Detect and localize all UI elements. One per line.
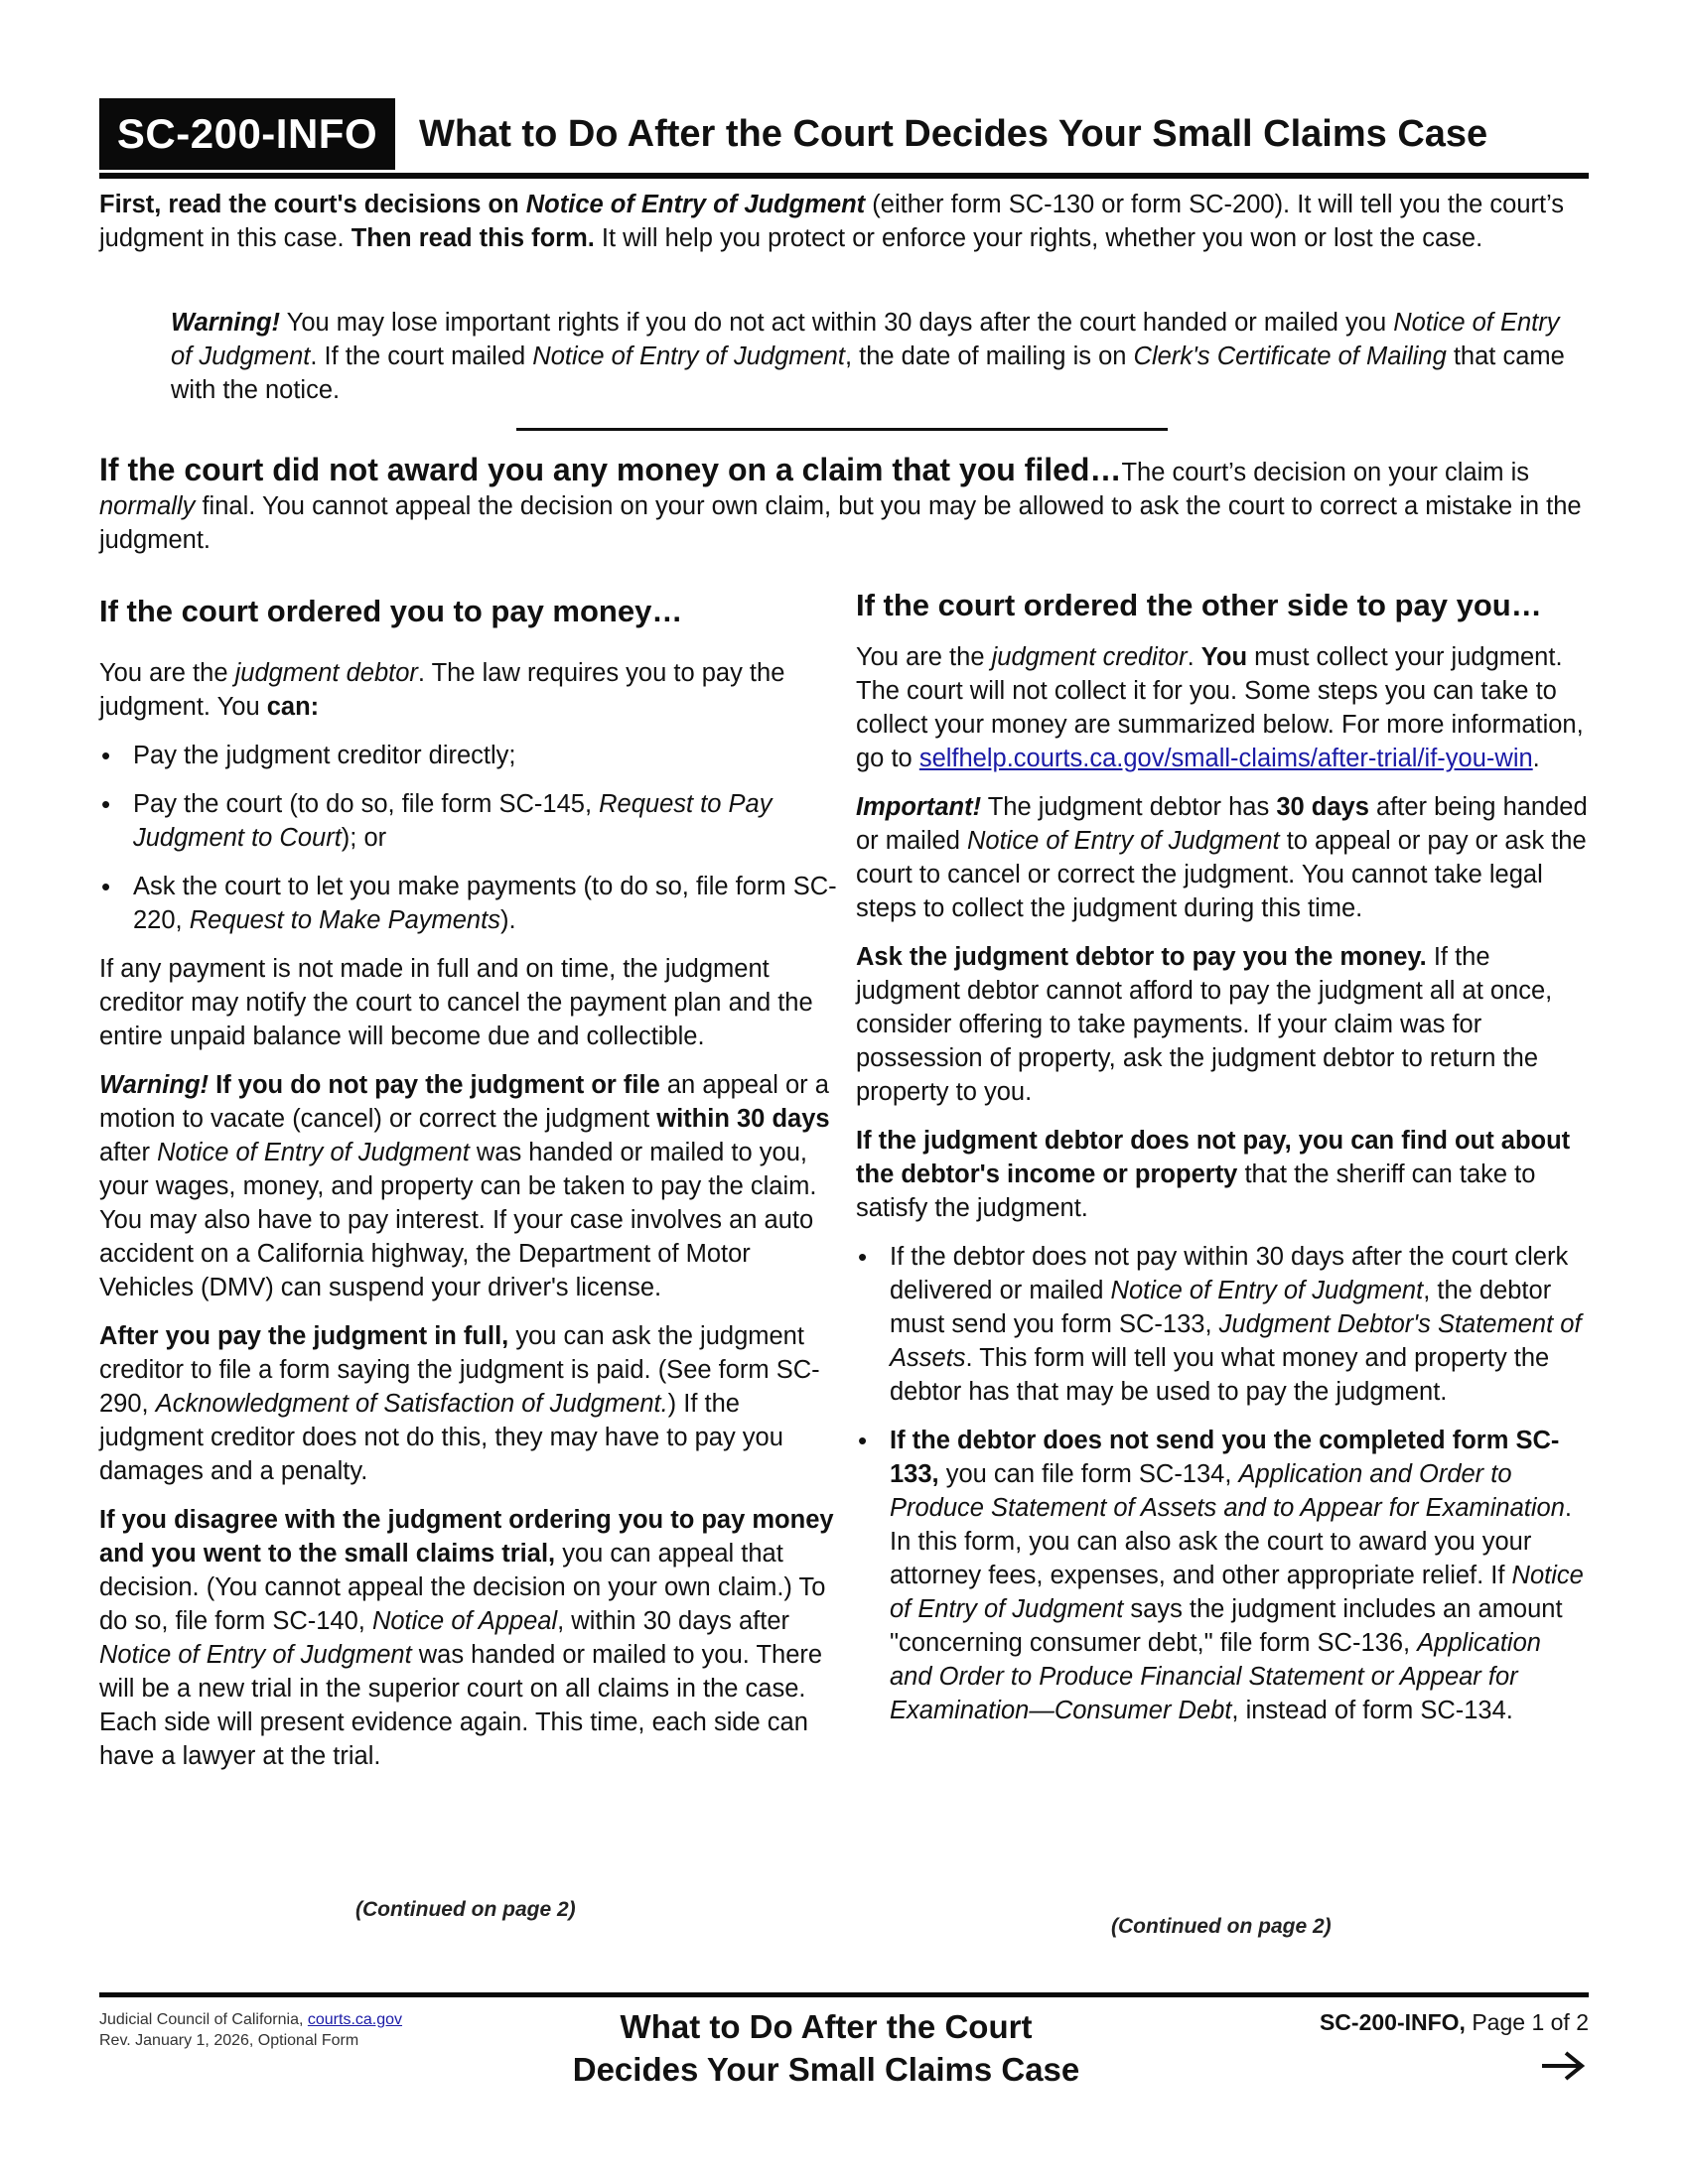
right-text: . [1532,745,1540,772]
right-bold: If the judgment debtor does not pay, you can find out about the debtor's income or property [856,1127,1571,1188]
bullet-bold: If the debtor does not send you the completed form SC-133, [890,1427,1560,1488]
left-bold: If you disagree with the judgment ordering you to pay money and you went to the small claims trial, [99,1506,834,1568]
left-text: was handed or mailed to you. There will be a new trial in the superior court on all claims in the case. Each side will present evidence again. This time, each side can have a lawyer at the trial. [99,1641,823,1770]
bullet-text: you can file form SC-134, [938,1460,1239,1488]
list-item [856,1240,1589,1409]
left-bold: within 30 days [656,1105,830,1133]
right-italic: judgment creditor [991,643,1188,671]
left-italic: Notice of Entry of Judgment [157,1139,470,1166]
right-arrow-icon [1539,2049,1587,2083]
bullet-italic: Request to Pay Judgment to Court [133,790,773,852]
form-id-badge: SC-200-INFO [99,98,395,170]
bullet-italic: Notice of Entry of Judgment [890,1562,1584,1623]
right-text: to appeal or pay or ask the court to cancel or correct the judgment. You cannot take legal steps to collect the judgment during this time. [856,827,1587,922]
left-warning-label: Warning! [99,1071,210,1099]
right-text: If the judgment debtor cannot afford to pay the judgment all at once, consider offering to take payments. If your claim was for possession of property, ask the judgment debtor to return the property to you. [856,943,1553,1106]
left-bold: After you pay the judgment in full, [99,1322,509,1350]
left-text: you can appeal that decision. (You cannot appeal the decision on your own claim.) To do so, file form SC-140, [99,1540,826,1635]
footer-revision: Rev. January 1, 2026, Optional Form [99,2032,359,2049]
footer-title-line-1: What to Do After the Court [620,2008,1033,2045]
bullet-italic: Application and Order to Produce Statement of Assets and to Appear for Examination [890,1460,1565,1522]
left-text: after [99,1139,158,1166]
bullet-text: says the judgment includes an amount "concerning consumer debt," file form SC-136, [890,1595,1563,1657]
left-text: ) If the judgment creditor does not do this, they may have to pay you damages and a penalty. [99,1390,783,1485]
left-text: . The law requires you to pay the judgment. You [99,659,785,721]
right-creditor-paragraph [856,640,1589,775]
warning-label: Warning! [171,309,281,337]
left-disagree-paragraph [99,1503,839,1773]
left-bold: If you do not pay the judgment or file [209,1071,660,1099]
footer-council-info [99,2009,402,2051]
payment-options-list [99,739,839,937]
bullet-text: , the debtor must send you form SC-133, [890,1277,1552,1338]
footer-rule [99,1992,1589,1997]
bullet-text: , instead of form SC-134. [1231,1697,1513,1724]
left-column [99,592,839,1773]
left-bold: can: [266,693,320,721]
courts-link[interactable]: courts.ca.gov [307,2011,403,2028]
no-award-heading: If the court did not award you any money on a claim that you filed… [99,452,1122,487]
bullet-italic: Application and Order to Produce Financial Statement or Appear for Examination—Consumer Debt [890,1629,1541,1724]
warning-text-1: You may lose important rights if you do not act within 30 days after the court handed or mailed you [280,309,1394,337]
bullet-italic: Notice of Entry of Judgment [1110,1277,1424,1304]
left-text: an appeal or a motion to vacate (cancel) or correct the judgment [99,1071,829,1133]
right-text: . [1187,643,1201,671]
right-important-paragraph [856,790,1589,925]
right-italic: Notice of Entry of Judgment [966,827,1280,855]
bullet-text: . This form will tell you what money and property the debtor has that may be used to pay the judgment. [890,1344,1550,1406]
selfhelp-link[interactable]: selfhelp.courts.ca.gov/small-claims/after-trial/if-you-win [918,745,1533,772]
bullet-text: Pay the judgment creditor directly; [133,742,516,769]
no-award-text-2: final. You cannot appeal the decision on your own claim, but you may be allowed to ask the court to correct a mistake in the judgment. [99,492,1582,554]
bullet-text: ); or [341,824,387,852]
right-text: must collect your judgment. The court will not collect it for you. Some steps you can take to collect your money are summarized below. For more information, go to [856,643,1584,772]
right-text: after being handed or mailed [856,793,1588,855]
warning-italic-3: Clerk's Certificate of Mailing [1133,342,1447,370]
footer-form-id: SC-200-INFO, [1319,2009,1466,2035]
form-title: What to Do After the Court Decides Your Small Claims Case [419,113,1488,155]
no-award-section [99,453,1589,557]
intro-bold-2: Then read this form. [351,224,595,252]
left-italic: Acknowledgment of Satisfaction of Judgment. [155,1390,668,1418]
right-heading: If the court ordered the other side to pay you… [856,588,1542,622]
intro-text-2: It will help you protect or enforce your rights, whether you won or lost the case. [594,224,1483,252]
left-text: , within 30 days after [557,1607,789,1635]
form-page [99,0,1589,2184]
left-text: You are the [99,659,235,687]
form-header [99,98,1589,170]
right-bold: Ask the judgment debtor to pay you the money. [856,943,1427,971]
left-italic: Notice of Entry of Judgment [99,1641,412,1669]
left-payment-plan-paragraph: If any payment is not made in full and on time, the judgment creditor may notify the court to cancel the payment plan and the entire unpaid balance will become due and collectible. [99,955,813,1050]
footer-page-info [1320,2009,1589,2036]
list-item [99,739,839,772]
debtor-steps-list [856,1240,1589,1727]
footer-council: Judicial Council of California, [99,2011,308,2028]
right-text: that the sheriff can take to satisfy the judgment. [856,1160,1536,1222]
section-divider [516,428,1168,431]
intro-bold-1: First, read the court's decisions on [99,191,526,218]
left-italic: Notice of Appeal [371,1607,558,1635]
header-rule [99,173,1589,179]
list-item [99,870,839,937]
intro-bold-italic-1: Notice of Entry of Judgment [525,191,866,218]
list-item [856,1424,1589,1727]
bullet-italic: Judgment Debtor's Statement of Assets [890,1310,1582,1372]
warning-italic-2: Notice of Entry of Judgment [532,342,845,370]
left-text: you can ask the judgment creditor to file a form saying the judgment is paid. (See form SC-290, [99,1322,820,1418]
warning-text-3: , the date of mailing is on [844,342,1134,370]
left-italic: judgment debtor [234,659,418,687]
bullet-text: If the debtor does not pay within 30 days after the court clerk delivered or mailed [890,1243,1569,1304]
intro-text-1: (either form SC-130 or form SC-200). It will tell you the court’s judgment in this case. [99,191,1565,252]
left-continued-note: (Continued on page 2) [355,1898,576,1921]
right-bold: You [1200,643,1248,671]
warning-text-2: . If the court mailed [310,342,533,370]
right-text: The judgment debtor has [981,793,1277,821]
important-label: Important! [856,793,982,821]
right-find-out-paragraph [856,1124,1589,1225]
bullet-text: . In this form, you can also ask the court to award you your attorney fees, expenses, and other appropriate relief. If [890,1494,1573,1589]
footer-title [558,2005,1094,2091]
left-after-payment-paragraph [99,1319,839,1488]
no-award-text-1: The court’s decision on your claim is [1121,459,1529,486]
bullet-italic: Request to Make Payments [189,906,500,934]
right-column [856,586,1589,1727]
no-award-italic: normally [99,492,196,520]
right-ask-paragraph [856,940,1589,1109]
right-text: You are the [856,643,992,671]
footer-title-line-2: Decides Your Small Claims Case [572,2051,1080,2088]
left-heading: If the court ordered you to pay money… [99,594,683,628]
right-bold: 30 days [1276,793,1369,821]
bullet-text: Ask the court to let you make payments (to do so, file form SC-220, [133,873,837,934]
bullet-text: Pay the court (to do so, file form SC-145, [133,790,600,818]
warning-text-4: that came with the notice. [171,342,1565,404]
right-continued-note: (Continued on page 2) [1111,1915,1332,1938]
intro-warning [171,306,1581,407]
left-text: was handed or mailed to you, your wages, money, and property can be taken to pay the claim. You may also have to pay interest. If your case involves an auto accident on a California highway, the Department of Motor Vehicles (DMV) can suspend your driver's license. [99,1139,817,1301]
list-item [99,787,839,855]
bullet-text: ). [499,906,516,934]
intro-paragraph [99,188,1589,255]
left-debtor-paragraph [99,656,839,724]
footer-page-number: Page 1 of 2 [1465,2009,1589,2035]
left-warning-paragraph [99,1068,839,1304]
warning-italic-1: Notice of Entry of Judgment [171,309,1560,370]
